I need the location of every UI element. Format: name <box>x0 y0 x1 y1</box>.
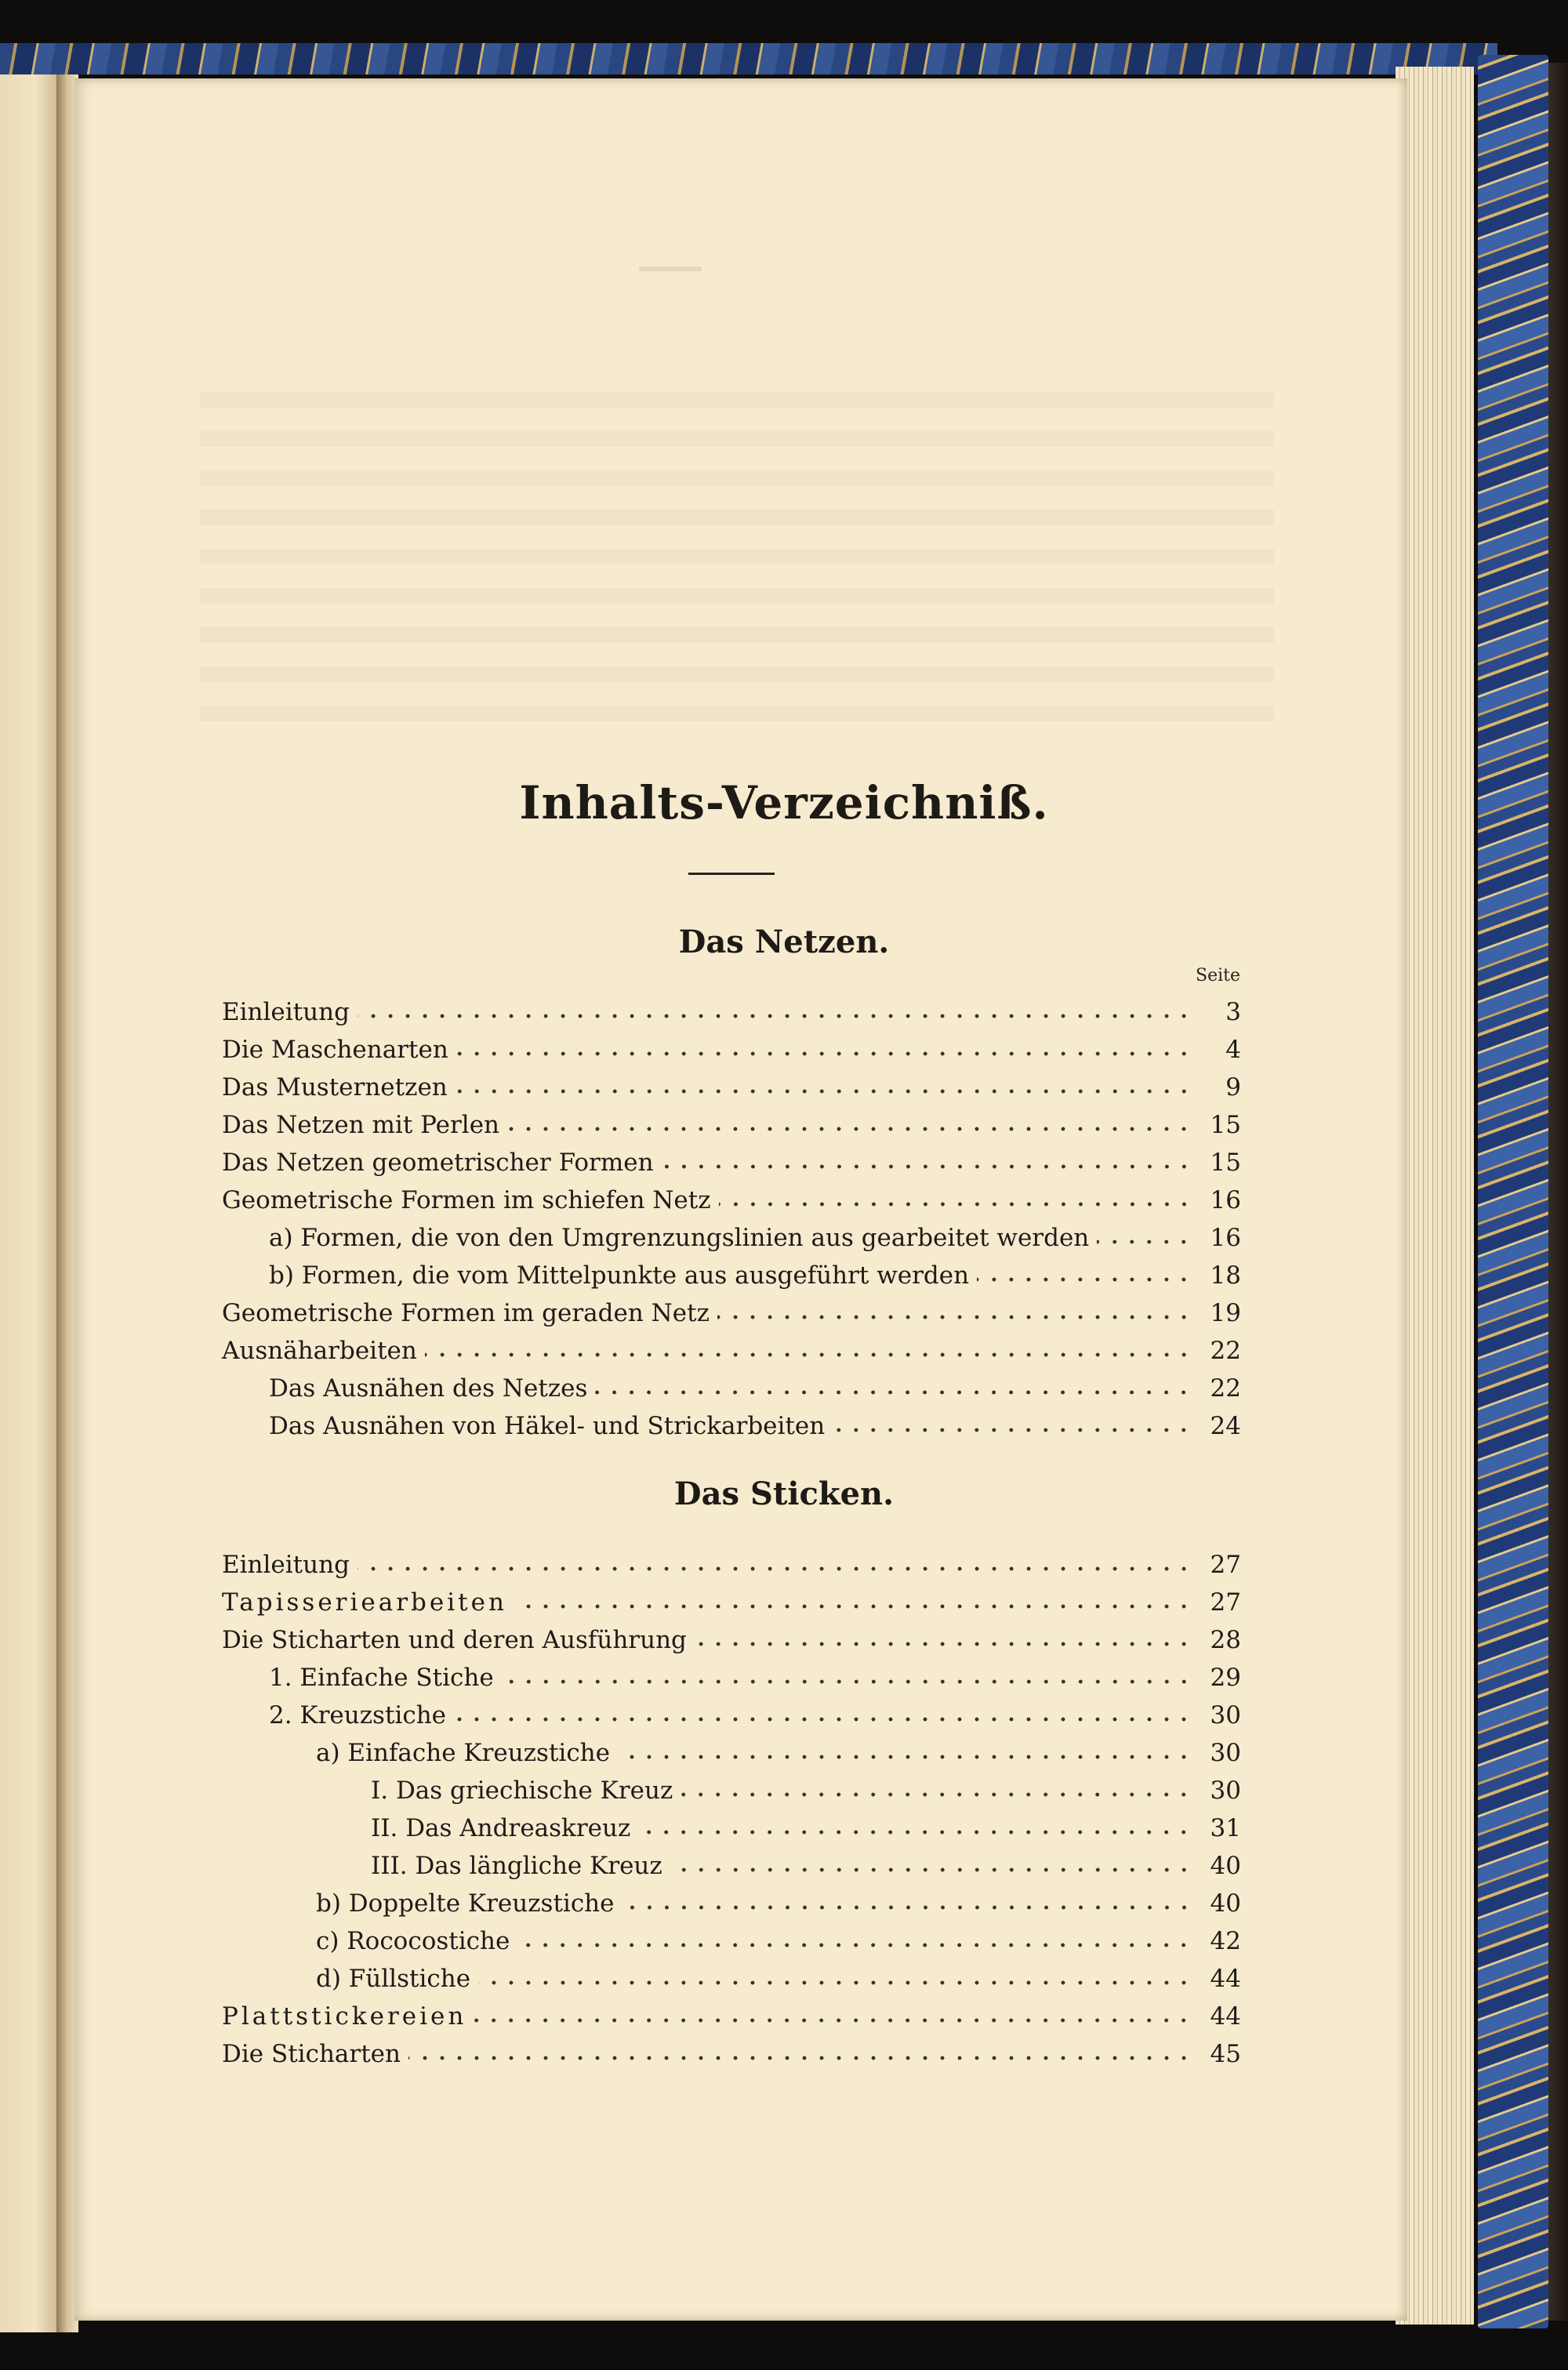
dot-leader <box>358 1566 1192 1572</box>
toc-entry <box>222 1584 1241 1621</box>
toc-entry-page-number: 15 <box>1210 1111 1241 1139</box>
toc-entry <box>222 1257 1241 1294</box>
toc-entry-label: a) Einfache Kreuzstiche <box>316 1739 610 1767</box>
toc-entry-label: Die Maschenarten <box>222 1036 448 1064</box>
toc-entry <box>222 1998 1241 2035</box>
dot-leader <box>474 2017 1192 2023</box>
toc-entry-page-number: 40 <box>1210 1889 1241 1918</box>
toc-entry-label: d) Füllstiche <box>316 1965 471 1993</box>
toc-entry <box>222 1294 1241 1332</box>
toc-entry-label: b) Formen, die vom Mittelpunkte aus ausgeführt werden <box>269 1261 970 1290</box>
dot-leader <box>478 1980 1192 1986</box>
dot-leader <box>456 1088 1192 1094</box>
dot-leader <box>670 1867 1192 1873</box>
bleed-through-shading <box>639 267 702 271</box>
toc-entry-label: I. Das griechische Kreuz <box>371 1777 673 1805</box>
toc-entry-label: Einleitung <box>222 1551 350 1579</box>
toc-entry <box>222 1031 1241 1069</box>
toc-entry <box>222 1106 1241 1144</box>
toc-entry-page-number: 16 <box>1210 1186 1241 1214</box>
dot-leader <box>425 1352 1192 1358</box>
dot-leader <box>622 1904 1193 1911</box>
toc-entry-label: 2. Kreuzstiche <box>269 1701 447 1729</box>
toc-entry-label: Die Sticharten und deren Ausführung <box>222 1626 687 1654</box>
toc-entry <box>222 1922 1241 1960</box>
toc-entry-label: Einleitung <box>222 998 350 1026</box>
toc-entry-page-number: 44 <box>1210 2002 1241 2031</box>
dot-leader <box>456 1051 1192 1057</box>
toc-entry-page-number: 15 <box>1210 1149 1241 1177</box>
toc-entry-page-number: 22 <box>1210 1337 1241 1365</box>
toc-entry-page-number: 9 <box>1225 1073 1241 1102</box>
page-column-label: Seite <box>1196 966 1240 985</box>
toc-entry-page-number: 29 <box>1210 1664 1241 1692</box>
bleed-through-shading <box>200 392 1274 721</box>
toc-entry-page-number: 28 <box>1210 1626 1241 1654</box>
toc-entry <box>222 993 1241 1031</box>
facing-page <box>0 74 59 2332</box>
toc-entry <box>222 1370 1241 1407</box>
toc-entry <box>222 1772 1241 1809</box>
toc-entry-label: Das Netzen mit Perlen <box>222 1111 500 1139</box>
toc-entry-page-number: 45 <box>1210 2040 1241 2068</box>
toc-entry-page-number: 31 <box>1210 1814 1241 1842</box>
toc-entry-page-number: 27 <box>1210 1588 1241 1617</box>
toc-entry-label: Die Sticharten <box>222 2040 401 2068</box>
toc-entry <box>222 1809 1241 1847</box>
toc-entry-label: Das Netzen geometrischer Formen <box>222 1149 654 1177</box>
toc-entry-page-number: 24 <box>1210 1412 1241 1440</box>
section-heading-sticken: Das Sticken. <box>673 1475 895 1512</box>
toc-entry <box>222 2035 1241 2073</box>
toc-entry <box>222 1697 1241 1734</box>
toc-entry-page-number: 44 <box>1210 1965 1241 1993</box>
page-title: Inhalts-Verzeichniß. <box>519 776 1049 829</box>
toc-entry-page-number: 40 <box>1210 1852 1241 1880</box>
toc-entry <box>222 1069 1241 1106</box>
dot-leader <box>717 1314 1192 1320</box>
toc-entry-page-number: 30 <box>1210 1777 1241 1805</box>
toc-entry-page-number: 4 <box>1225 1036 1241 1064</box>
toc-entry-page-number: 18 <box>1210 1261 1241 1290</box>
dot-leader <box>638 1829 1192 1835</box>
marbled-fore-edge <box>1478 55 1548 2328</box>
dot-leader <box>618 1754 1192 1760</box>
toc-entry-label: c) Rococostiche <box>316 1927 510 1955</box>
title-divider <box>688 873 775 875</box>
dot-leader <box>502 1679 1192 1685</box>
toc-entry-label: Geometrische Formen im schiefen Netz <box>222 1186 711 1214</box>
dot-leader <box>517 1942 1192 1948</box>
toc-entry-label: III. Das längliche Kreuz <box>371 1852 662 1880</box>
toc-entry <box>222 1960 1241 1998</box>
toc-entry-page-number: 22 <box>1210 1374 1241 1403</box>
toc-entry-page-number: 30 <box>1210 1739 1241 1767</box>
toc-entry-page-number: 3 <box>1225 998 1241 1026</box>
dot-leader <box>719 1201 1192 1207</box>
dot-leader <box>408 2055 1192 2061</box>
toc-entry-label: Plattstickereien <box>222 2002 467 2031</box>
toc-entry-label: Ausnäharbeiten <box>222 1337 417 1365</box>
toc-entry-page-number: 30 <box>1210 1701 1241 1729</box>
dot-leader <box>515 1603 1192 1610</box>
toc-entry-label: Geometrische Formen im geraden Netz <box>222 1299 710 1327</box>
marbled-top-edge <box>0 43 1497 74</box>
toc-entry <box>222 1219 1241 1257</box>
toc-entry-page-number: 42 <box>1210 1927 1241 1955</box>
toc-entry <box>222 1144 1241 1181</box>
dot-leader <box>358 1013 1192 1019</box>
toc-entry-label: b) Doppelte Kreuzstiche <box>316 1889 615 1918</box>
toc-entry-label: Tapisseriearbeiten <box>222 1588 507 1617</box>
toc-list-netzen <box>222 993 1241 1445</box>
toc-entry-label: II. Das Andreaskreuz <box>371 1814 631 1842</box>
dot-leader <box>833 1427 1192 1433</box>
toc-entry-label: Das Ausnähen des Netzes <box>269 1374 588 1403</box>
toc-entry <box>222 1181 1241 1219</box>
toc-entry <box>222 1546 1241 1584</box>
page-stack-edge <box>1396 67 1474 2325</box>
toc-entry <box>222 1885 1241 1922</box>
toc-entry-label: Das Ausnähen von Häkel- und Strickarbeiten <box>269 1412 826 1440</box>
toc-entry <box>222 1734 1241 1772</box>
toc-entry-label: Das Musternetzen <box>222 1073 448 1102</box>
dot-leader <box>681 1791 1192 1798</box>
dot-leader <box>977 1276 1192 1283</box>
toc-entry <box>222 1332 1241 1370</box>
dot-leader <box>695 1641 1192 1647</box>
dot-leader <box>595 1389 1192 1396</box>
toc-entry <box>222 1847 1241 1885</box>
toc-entry-label: 1. Einfache Stiche <box>269 1664 494 1692</box>
dot-leader <box>662 1163 1192 1170</box>
toc-entry-page-number: 19 <box>1210 1299 1241 1327</box>
dot-leader <box>454 1716 1192 1722</box>
toc-entry-label: a) Formen, die von den Umgrenzungslinien aus gearbeitet werden <box>269 1224 1090 1252</box>
toc-entry <box>222 1659 1241 1697</box>
section-heading-netzen: Das Netzen. <box>678 924 890 960</box>
toc-list-sticken <box>222 1546 1241 2073</box>
toc-entry <box>222 1407 1241 1445</box>
dot-leader <box>507 1126 1192 1132</box>
toc-entry-page-number: 27 <box>1210 1551 1241 1579</box>
toc-entry <box>222 1621 1241 1659</box>
toc-entry-page-number: 16 <box>1210 1224 1241 1252</box>
dot-leader <box>1097 1239 1192 1245</box>
